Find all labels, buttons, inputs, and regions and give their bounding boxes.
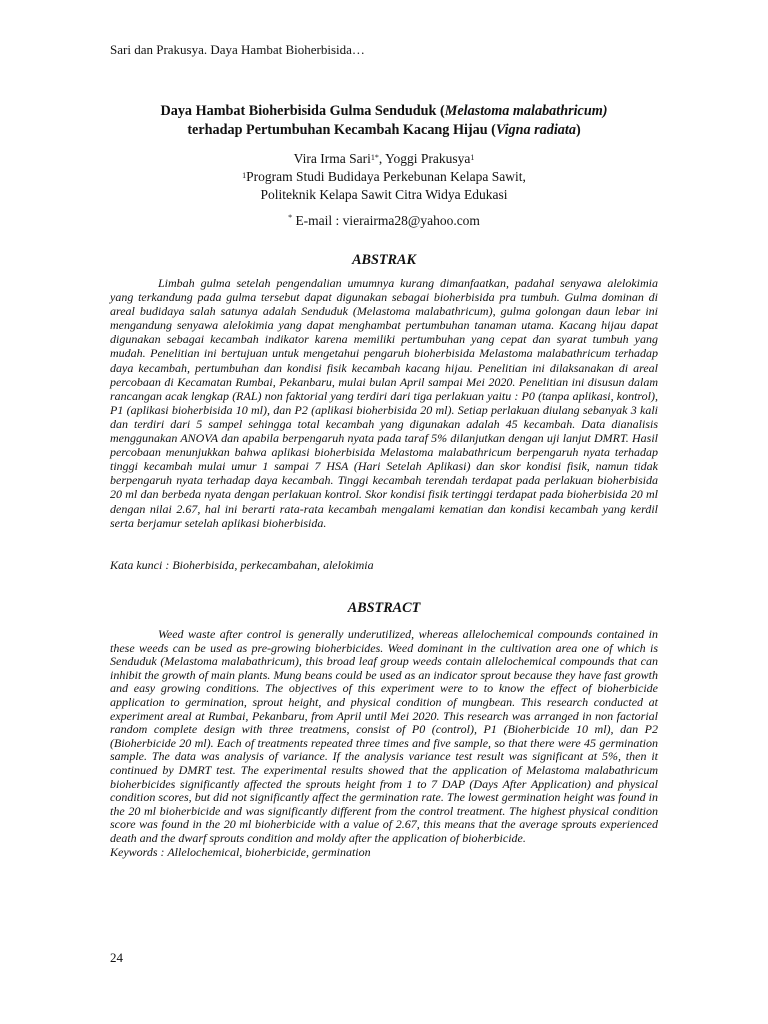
abstrak-body: Limbah gulma setelah pengendalian umumnya kurang dimanfaatkan, padahal senyawa alelokimia yang terkandung pada gulma tersebut dapat digunakan sebagai bioherbisida pra tumbuh. Gulma dominan di areal budidaya salah satunya adalah Senduduk (Melastoma malabathricum), gulma golongan daun lebar ini mengandung senyawa alelokimia yang dapat menghambat pertumbuhan tanaman utama. Kacang hijau dapat digunakan sebagai kecambah indikator karena memiliki pertumbuhan yang cepat dan syarat tumbuh yang mudah. Penelitian ini bertujuan untuk mengetahui pengaruh bioherbisida Melastoma malabathricum terhadap daya kecambah, pertumbuhan dan kondisi fisik kecambah kacang hijau. Penelitian ini dilaksanakan di areal percobaan di Kecamatan Rumbai, Pekanbaru, mulai bulan April sampai Mei 2020. Penelitian ini disusun dalam rancangan acak lengkap (RAL) non faktorial yang terdiri dari tiga perlakuan yaitu : P0 (tanpa aplikasi, kontrol), P1 (aplikasi bioherbisida 10 ml), dan P2 (aplikasi bioherbisida 20 ml). Setiap perlakuan diulang sebanyak 3 kali dan terdiri dari 5 sampel sehingga total kecambah yang digunakan adalah 45 kecambah. Data dianalisis menggunakan ANOVA dan apabila berpengaruh nyata pada taraf 5% dilanjutkan dengan uji lanjut DMRT. Hasil percobaan menunjukkan bahwa aplikasi bioherbisida Melastoma malabathricum berpengaruh nyata terhadap tinggi kecambah mulai umur 1 sampai 7 HSA (Hari Setelah Aplikasi) dan skor kondisi fisik, namun tidak berpengaruh nyata terhadap daya kecambah. Tinggi kecambah terendah terdapat pada perlakuan bioherbisida 20 ml dan berbeda nyata dengan perlakuan kontrol. Skor kondisi fisik tertinggi terdapat pada bioherbisida 20 ml dengan nilai 2.67, hal ini berarti rata-rata kecambah mengalami kematian dan kondisi kecambah yang kerdil serta berjamur setelah aplikasi bioherbisida. [110, 276, 658, 530]
keywords: Keywords : Allelochemical, bioherbicide, germination [110, 844, 371, 859]
title-line-2: terhadap Pertumbuhan Kecambah Kacang Hijau (Vigna radiata) [187, 122, 581, 138]
abstrak-heading: ABSTRAK [352, 252, 416, 268]
affiliation-line-1: $^1$Program Studi Budidaya Perkebunan Kelapa Sawit, [242, 169, 526, 184]
title-line-1: Daya Hambat Bioherbisida Gulma Senduduk (Melastoma malabathricum) [160, 103, 608, 119]
paper-title [100, 102, 668, 140]
author-block [100, 150, 668, 204]
kata-kunci: Kata kunci : Bioherbisida, perkecambahan, alelokimia [110, 558, 374, 572]
affiliation-line-2: Politeknik Kelapa Sawit Citra Widya Edukasi [260, 187, 508, 202]
author-names: Vira Irma Sari$^{1*}$, Yoggi Prakusya$^1$ [293, 151, 475, 166]
page-number: 24 [110, 950, 123, 965]
abstract-heading: ABSTRACT [347, 600, 421, 616]
abstract-body: Weed waste after control is generally underutilized, whereas allelochemical compounds contained in these weeds can be used as pre-growing bioherbicides. Weed dominant in the cultivation area one of which is Senduduk (Melastoma malabathricum), this broad leaf group weeds contain allelochemical compounds that can inhibit the growth of main plants. Mung beans could be used as an indicator sprout because they have fast growth and easy growing conditions. The objectives of this experiment were to to know the effect of bioherbicide application to germination, sprout height, and physical condition of mungbean. This research conducted at experiment areal at Rumbai, Pekanbaru, from April until Mei 2020. This research was arranged in non factorial random complete design with three treatmens, consist of P0 (control), P1 (Bioherbicide 10 ml), dan P2 (Bioherbicide 20 ml). Each of treatments repeated three times and five sample, so that there were 45 germination sample. The data was analysis of variance. If the analysis variance test result was significant at 5%, then it continued by DMRT test. The experimental results showed that the application of Melastoma malabathricum bioherbicides significantly affected the sprouts height from 1 to 7 DAP (Days After Application) and physical condition scores, but did not significantly affect the germination rate. The lowest germination height was found in the 20 ml bioherbicide and was significantly different from the control treatment. The highest physical condition score was found in the 20 ml bioherbicide with a value of 2.67, this means that the average sprouts experienced death and the dwarf sprouts condition and moldy after the application of bioherbicide. Keywords : Allelochemical, bioherbicide, germination [110, 627, 658, 859]
running-head: Sari dan Prakusya. Daya Hambat Bioherbisida… [110, 42, 365, 57]
email-line: * E-mail : vierairma28@yahoo.com [288, 213, 480, 228]
